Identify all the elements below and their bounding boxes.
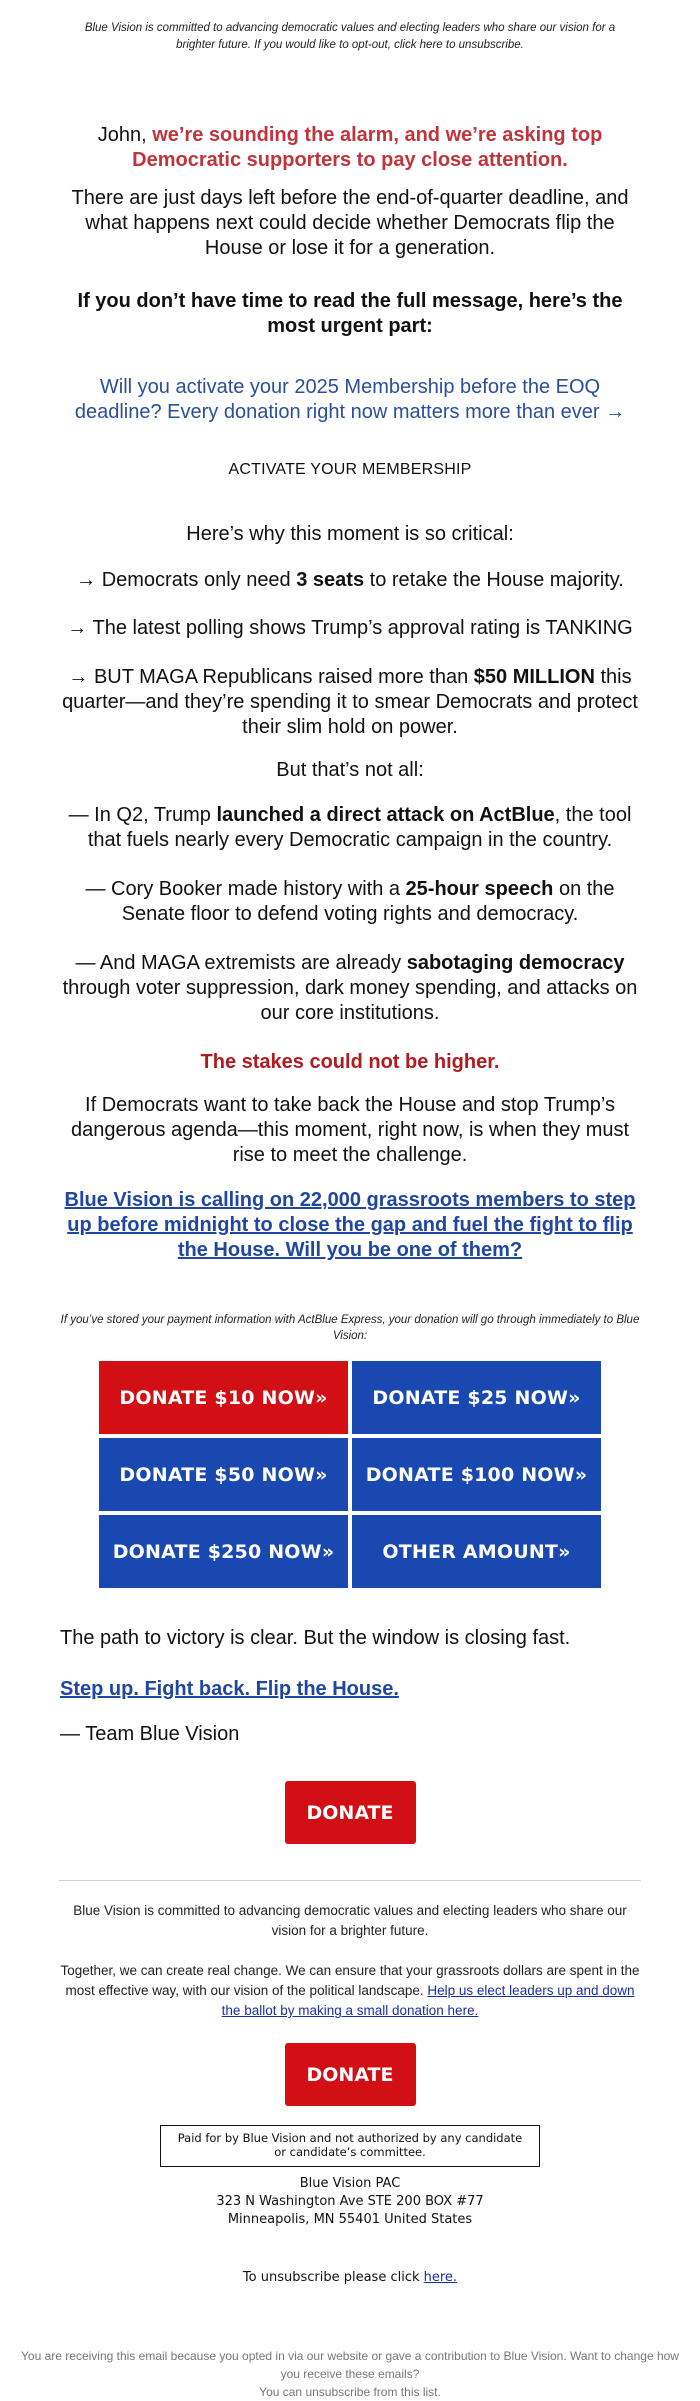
challenge-paragraph: If Democrats want to take back the House and stop Trump’s dangerous agenda—this moment, right now, is when they must rise to meet the challenge.: [70, 1094, 630, 1167]
donate-25-button[interactable]: DONATE $25 NOW»: [352, 1361, 601, 1434]
dash-booker: [0, 853, 700, 927]
point-seats-bold: 3 seats: [296, 569, 365, 592]
donate-10-button[interactable]: DONATE $10 NOW»: [99, 1361, 348, 1434]
dash-actblue-bold: launched a direct attack on ActBlue: [216, 804, 555, 827]
dash-sabotage-text-end: through voter suppression, dark money spending, and attacks on our core institutions.: [62, 977, 638, 1025]
stakes-heading: The stakes could not be higher.: [200, 1051, 500, 1074]
dash-booker-bold: 25-hour speech: [405, 878, 554, 901]
receiving-text: You are receiving this email because you opted in via our website or gave a contribution to Blue Vision. Want to change how you receive these emails?: [21, 2348, 679, 2381]
donate-button[interactable]: DONATE: [285, 1781, 416, 1844]
donate-250-button[interactable]: DONATE $250 NOW»: [99, 1515, 348, 1588]
footer-together-text: Together, we can create real change. We can ensure that your grassroots dollars are spent in the most effective way, with our vision of the political landscape.: [60, 1962, 640, 1998]
signoff: — Team Blue Vision: [60, 1723, 240, 1746]
other-amount-button[interactable]: OTHER AMOUNT»: [352, 1515, 601, 1588]
step-up-link[interactable]: Step up. Fight back. Flip the House.: [60, 1678, 399, 1701]
unsubscribe-text: To unsubscribe please click: [242, 2269, 424, 2285]
footer-donate-button[interactable]: DONATE: [285, 2043, 416, 2106]
dash-sabotage-bold: sabotaging democracy: [406, 952, 625, 975]
why-heading: Here’s why this moment is so critical:: [186, 523, 514, 546]
activate-membership-ask-link[interactable]: Will you activate your 2025 Membership before the EOQ deadline? Every donation right now matters more than ever →: [74, 376, 626, 424]
donate-50-button[interactable]: DONATE $50 NOW»: [99, 1438, 348, 1511]
dash-actblue: [0, 783, 700, 853]
dash-booker-text: — Cory Booker made history with a: [85, 878, 406, 901]
urgent-heading: If you don’t have time to read the full message, here’s the most urgent part:: [77, 290, 623, 338]
point-polling: → The latest polling shows Trump’s approval rating is TANKING: [67, 617, 633, 640]
footer-address: [0, 2167, 700, 2230]
dash-actblue-text: — In Q2, Trump: [68, 804, 217, 827]
intro-paragraph: There are just days left before the end-of-quarter deadline, and what happens next could decide whether Democrats flip the House or lose it for a generation.: [71, 187, 629, 260]
donate-button-grid: [99, 1361, 601, 1588]
calling-members-link[interactable]: Blue Vision is calling on 22,000 grassroots members to step up before midnight to close the gap and fuel the fight to flip the House. Will you be one of them?: [64, 1189, 636, 1262]
point-money-text-end: this quarter—and they’re spending it to smear Democrats and protect their slim hold on power.: [62, 666, 638, 739]
point-seats-text-end: to retake the House majority.: [364, 569, 624, 592]
point-money-text: → BUT MAGA Republicans raised more than: [68, 666, 474, 689]
point-seats-text: → Democrats only need: [76, 569, 297, 592]
point-maga-money: [0, 641, 700, 740]
dash-sabotage-text: — And MAGA extremists are already: [75, 952, 407, 975]
unsubscribe-list-link[interactable]: You can unsubscribe from this list.: [259, 2384, 441, 2399]
path-to-victory-text: The path to victory is clear. But the window is closing fast.: [60, 1627, 571, 1650]
greeting-name: John,: [97, 124, 153, 147]
greeting-heading: [0, 53, 700, 172]
footer-together: [0, 1942, 700, 2022]
top-disclaimer: Blue Vision is committed to advancing democratic values and electing leaders who share our vision for a brighter future. If you would like to opt-out, click here to unsubscribe.: [84, 22, 616, 51]
unsubscribe-link[interactable]: here.: [423, 2269, 458, 2285]
alarm-headline: we’re sounding the alarm, and we’re asking top Democratic supporters to pay close attention.: [132, 124, 603, 171]
street-address: 323 N Washington Ave STE 200 BOX #77: [216, 2194, 484, 2210]
dash-booker-text-end: on the Senate floor to defend voting rights and democracy.: [121, 878, 615, 926]
unsubscribe-line: [0, 2230, 700, 2285]
footer-committed: Blue Vision is committed to advancing democratic values and electing leaders who share our vision for a brighter future.: [73, 1903, 627, 1939]
point-seats: [0, 547, 700, 593]
dash-sabotage: [0, 927, 700, 1026]
donate-100-button[interactable]: DONATE $100 NOW»: [352, 1438, 601, 1511]
activate-membership-link[interactable]: ACTIVATE YOUR MEMBERSHIP: [228, 461, 472, 479]
org-name: Blue Vision PAC: [299, 2176, 401, 2191]
receiving-notice: [0, 2285, 700, 2401]
paid-for-box: Paid for by Blue Vision and not authorized by any candidate or candidate’s committee.: [160, 2125, 540, 2167]
actblue-express-note: If you’ve stored your payment information with ActBlue Express, your donation will go through immediately to Blue Vision:: [60, 1314, 640, 1342]
dash-actblue-text-end: , the tool that fuels nearly every Democratic campaign in the country.: [87, 804, 632, 852]
city-address: Minneapolis, MN 55401 United States: [227, 2212, 473, 2228]
point-money-bold: $50 MILLION: [473, 666, 595, 689]
not-all-heading: But that’s not all:: [276, 759, 424, 782]
footer-help-link[interactable]: Help us elect leaders up and down the ballot by making a small donation here.: [221, 1982, 635, 2019]
